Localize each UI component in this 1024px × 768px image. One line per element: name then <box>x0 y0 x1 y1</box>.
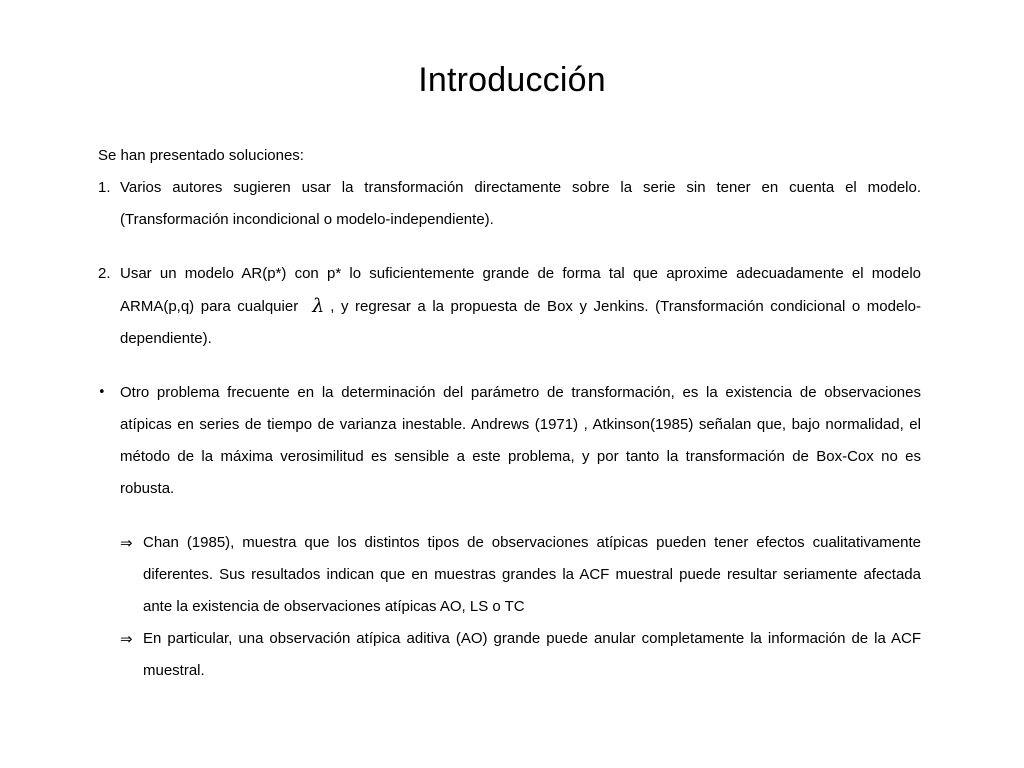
slide-title: Introducción <box>418 61 606 99</box>
spacer <box>98 355 921 377</box>
list-item-2-text-before: Usar un modelo AR(p*) con p* lo suficientemente grande de forma tal que aproxime adecuadamente el modelo ARMA(p,q) para cualquier <box>120 265 921 315</box>
sub-item-1 <box>120 527 921 623</box>
list-item-2-text-after: , y regresar a la propuesta de Box y Jenkins. (Transformación condicional o modelo-dependiente). <box>120 298 921 347</box>
list-item-1 <box>98 172 921 236</box>
sub-item-1-text: Chan (1985), muestra que los distintos tipos de observaciones atípicas pueden tener efectos cualitativamente diferentes. Sus resultados indican que en muestras grandes la ACF muestral puede resultar seriamente afectada ante la existencia de observaciones atípicas AO, LS o TC <box>143 534 921 615</box>
intro-text: Se han presentado soluciones: <box>98 147 304 164</box>
slide-content <box>98 140 921 687</box>
list-item-2 <box>98 258 921 355</box>
spacer <box>98 505 921 527</box>
bullet-icon: • <box>98 385 106 400</box>
list-number-2: 2. <box>98 265 111 282</box>
implies-arrow-icon: ⇒ <box>120 630 133 648</box>
list-item-2-text <box>120 258 921 355</box>
bullet-item <box>98 377 921 505</box>
list-number-1: 1. <box>98 179 111 196</box>
list-item-1-text: Varios autores sugieren usar la transformación directamente sobre la serie sin tener en cuenta el modelo. (Transformación incondicional o modelo-independiente). <box>120 179 921 228</box>
spacer <box>98 236 921 258</box>
lambda-symbol: λ <box>312 295 325 317</box>
sub-item-2-text: En particular, una observación atípica aditiva (AO) grande puede anular completamente la información de la ACF muestral. <box>143 630 921 679</box>
implies-arrow-icon: ⇒ <box>120 534 133 552</box>
sub-item-2 <box>120 623 921 687</box>
bullet-item-text: Otro problema frecuente en la determinación del parámetro de transformación, es la existencia de observaciones atípicas en series de tiempo de varianza inestable. Andrews (1971) , Atkinson(1985) señalan que, bajo normalidad, el método de la máxima verosimilitud es sensible a este problema, y por tanto la transformación de Box-Cox no es robusta. <box>120 384 921 497</box>
